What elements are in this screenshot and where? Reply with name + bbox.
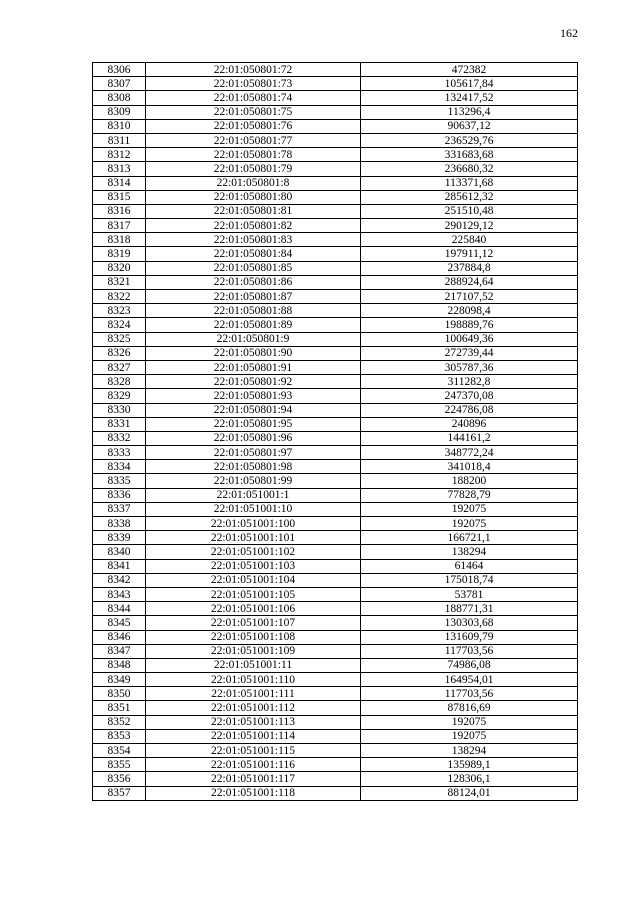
cadastral-value-cell: 61464	[361, 559, 578, 573]
cadastral-value-cell: 166721,1	[361, 531, 578, 545]
row-number-cell: 8335	[93, 474, 146, 488]
cadastral-value-cell: 188200	[361, 474, 578, 488]
table-row	[93, 545, 578, 559]
cadastral-number-cell: 22:01:051001:111	[146, 687, 361, 701]
cadastral-number-cell: 22:01:050801:85	[146, 261, 361, 275]
row-number-cell: 8310	[93, 119, 146, 133]
cadastral-number-cell: 22:01:050801:91	[146, 360, 361, 374]
row-number-cell: 8319	[93, 247, 146, 261]
cadastral-number-cell: 22:01:051001:1	[146, 488, 361, 502]
table-row	[93, 77, 578, 91]
cadastral-value-cell: 117703,56	[361, 687, 578, 701]
row-number-cell: 8337	[93, 502, 146, 516]
cadastral-value-cell: 225840	[361, 233, 578, 247]
cadastral-value-cell: 236680,32	[361, 162, 578, 176]
table-row	[93, 63, 578, 77]
cadastral-value-cell: 331683,68	[361, 148, 578, 162]
table-row	[93, 559, 578, 573]
table-row	[93, 360, 578, 374]
cadastral-value-cell: 472382	[361, 63, 578, 77]
table-row	[93, 502, 578, 516]
table-row	[93, 332, 578, 346]
row-number-cell: 8344	[93, 602, 146, 616]
cadastral-value-cell: 144161,2	[361, 431, 578, 445]
cadastral-value-cell: 217107,52	[361, 290, 578, 304]
cadastral-value-cell: 132417,52	[361, 91, 578, 105]
table-row	[93, 148, 578, 162]
cadastral-value-cell: 113371,68	[361, 176, 578, 190]
table-row	[93, 673, 578, 687]
table-row	[93, 687, 578, 701]
row-number-cell: 8308	[93, 91, 146, 105]
row-number-cell: 8313	[93, 162, 146, 176]
table-row	[93, 190, 578, 204]
row-number-cell: 8331	[93, 417, 146, 431]
row-number-cell: 8351	[93, 701, 146, 715]
table-row	[93, 786, 578, 800]
row-number-cell: 8309	[93, 105, 146, 119]
cadastral-value-cell: 237884,8	[361, 261, 578, 275]
table-body	[93, 63, 578, 801]
row-number-cell: 8334	[93, 460, 146, 474]
cadastral-value-cell: 290129,12	[361, 219, 578, 233]
table-row	[93, 431, 578, 445]
row-number-cell: 8354	[93, 744, 146, 758]
row-number-cell: 8349	[93, 673, 146, 687]
cadastral-number-cell: 22:01:051001:103	[146, 559, 361, 573]
cadastral-value-cell: 90637,12	[361, 119, 578, 133]
cadastral-value-cell: 188771,31	[361, 602, 578, 616]
cadastral-number-cell: 22:01:051001:106	[146, 602, 361, 616]
cadastral-value-cell: 100649,36	[361, 332, 578, 346]
row-number-cell: 8317	[93, 219, 146, 233]
cadastral-number-cell: 22:01:050801:90	[146, 346, 361, 360]
row-number-cell: 8333	[93, 446, 146, 460]
row-number-cell: 8343	[93, 587, 146, 601]
cadastral-value-cell: 251510,48	[361, 204, 578, 218]
table-row	[93, 233, 578, 247]
row-number-cell: 8311	[93, 133, 146, 147]
row-number-cell: 8332	[93, 431, 146, 445]
row-number-cell: 8315	[93, 190, 146, 204]
cadastral-value-cell: 305787,36	[361, 360, 578, 374]
table-row	[93, 176, 578, 190]
row-number-cell: 8307	[93, 77, 146, 91]
cadastral-value-cell: 74986,08	[361, 658, 578, 672]
cadastral-value-cell: 135989,1	[361, 758, 578, 772]
table-row	[93, 261, 578, 275]
cadastral-number-cell: 22:01:051001:107	[146, 616, 361, 630]
table-row	[93, 247, 578, 261]
page-number: 162	[560, 26, 578, 40]
row-number-cell: 8322	[93, 290, 146, 304]
table-row	[93, 219, 578, 233]
cadastral-value-cell: 311282,8	[361, 375, 578, 389]
row-number-cell: 8355	[93, 758, 146, 772]
row-number-cell: 8357	[93, 786, 146, 800]
table-row	[93, 630, 578, 644]
table-row	[93, 729, 578, 743]
row-number-cell: 8352	[93, 715, 146, 729]
cadastral-value-cell: 164954,01	[361, 673, 578, 687]
cadastral-value-cell: 348772,24	[361, 446, 578, 460]
table-row	[93, 389, 578, 403]
cadastral-value-cell: 192075	[361, 729, 578, 743]
cadastral-value-cell: 288924,64	[361, 275, 578, 289]
cadastral-number-cell: 22:01:051001:117	[146, 772, 361, 786]
cadastral-number-cell: 22:01:051001:108	[146, 630, 361, 644]
cadastral-number-cell: 22:01:050801:78	[146, 148, 361, 162]
cadastral-value-cell: 128306,1	[361, 772, 578, 786]
cadastral-value-cell: 285612,32	[361, 190, 578, 204]
cadastral-number-cell: 22:01:050801:89	[146, 318, 361, 332]
row-number-cell: 8324	[93, 318, 146, 332]
cadastral-number-cell: 22:01:051001:114	[146, 729, 361, 743]
table-row	[93, 290, 578, 304]
table-row	[93, 644, 578, 658]
cadastral-number-cell: 22:01:051001:109	[146, 644, 361, 658]
table-row	[93, 91, 578, 105]
cadastral-value-cell: 130303,68	[361, 616, 578, 630]
cadastral-number-cell: 22:01:050801:80	[146, 190, 361, 204]
cadastral-number-cell: 22:01:051001:116	[146, 758, 361, 772]
cadastral-number-cell: 22:01:051001:115	[146, 744, 361, 758]
cadastral-value-cell: 192075	[361, 502, 578, 516]
table-row	[93, 275, 578, 289]
row-number-cell: 8347	[93, 644, 146, 658]
cadastral-number-cell: 22:01:050801:93	[146, 389, 361, 403]
cadastral-value-cell: 247370,08	[361, 389, 578, 403]
row-number-cell: 8323	[93, 304, 146, 318]
cadastral-number-cell: 22:01:051001:100	[146, 517, 361, 531]
cadastral-number-cell: 22:01:051001:101	[146, 531, 361, 545]
cadastral-number-cell: 22:01:050801:76	[146, 119, 361, 133]
table-row	[93, 446, 578, 460]
cadastral-value-cell: 175018,74	[361, 573, 578, 587]
cadastral-number-cell: 22:01:050801:82	[146, 219, 361, 233]
table-row	[93, 204, 578, 218]
cadastral-number-cell: 22:01:050801:98	[146, 460, 361, 474]
cadastral-value-cell: 192075	[361, 517, 578, 531]
table-row	[93, 715, 578, 729]
cadastral-number-cell: 22:01:050801:74	[146, 91, 361, 105]
cadastral-number-cell: 22:01:051001:11	[146, 658, 361, 672]
row-number-cell: 8350	[93, 687, 146, 701]
table-row	[93, 772, 578, 786]
row-number-cell: 8340	[93, 545, 146, 559]
cadastral-value-cell: 236529,76	[361, 133, 578, 147]
cadastral-number-cell: 22:01:051001:105	[146, 587, 361, 601]
table-row	[93, 744, 578, 758]
row-number-cell: 8330	[93, 403, 146, 417]
cadastral-number-cell: 22:01:050801:73	[146, 77, 361, 91]
cadastral-number-cell: 22:01:050801:92	[146, 375, 361, 389]
cadastral-value-cell: 228098,4	[361, 304, 578, 318]
cadastral-value-cell: 224786,08	[361, 403, 578, 417]
cadastral-number-cell: 22:01:050801:84	[146, 247, 361, 261]
row-number-cell: 8325	[93, 332, 146, 346]
cadastral-number-cell: 22:01:050801:86	[146, 275, 361, 289]
cadastral-value-table	[92, 62, 578, 801]
table-row	[93, 587, 578, 601]
cadastral-value-cell: 105617,84	[361, 77, 578, 91]
row-number-cell: 8314	[93, 176, 146, 190]
table-row	[93, 105, 578, 119]
cadastral-value-cell: 77828,79	[361, 488, 578, 502]
cadastral-value-cell: 113296,4	[361, 105, 578, 119]
table-row	[93, 573, 578, 587]
table-row	[93, 474, 578, 488]
cadastral-number-cell: 22:01:050801:96	[146, 431, 361, 445]
table-row	[93, 417, 578, 431]
cadastral-number-cell: 22:01:050801:9	[146, 332, 361, 346]
cadastral-value-cell: 53781	[361, 587, 578, 601]
row-number-cell: 8348	[93, 658, 146, 672]
cadastral-value-cell: 88124,01	[361, 786, 578, 800]
row-number-cell: 8326	[93, 346, 146, 360]
table-row	[93, 375, 578, 389]
table-row	[93, 304, 578, 318]
row-number-cell: 8356	[93, 772, 146, 786]
cadastral-number-cell: 22:01:051001:10	[146, 502, 361, 516]
cadastral-value-cell: 131609,79	[361, 630, 578, 644]
row-number-cell: 8318	[93, 233, 146, 247]
cadastral-value-cell: 138294	[361, 744, 578, 758]
table-row	[93, 488, 578, 502]
row-number-cell: 8329	[93, 389, 146, 403]
row-number-cell: 8306	[93, 63, 146, 77]
table-row	[93, 616, 578, 630]
cadastral-number-cell: 22:01:051001:104	[146, 573, 361, 587]
table-row	[93, 162, 578, 176]
table-row	[93, 346, 578, 360]
cadastral-number-cell: 22:01:051001:110	[146, 673, 361, 687]
table-row	[93, 658, 578, 672]
row-number-cell: 8339	[93, 531, 146, 545]
cadastral-value-cell: 272739,44	[361, 346, 578, 360]
table-row	[93, 318, 578, 332]
table-row	[93, 701, 578, 715]
cadastral-number-cell: 22:01:050801:72	[146, 63, 361, 77]
cadastral-value-cell: 197911,12	[361, 247, 578, 261]
cadastral-value-cell: 341018,4	[361, 460, 578, 474]
table-row	[93, 403, 578, 417]
cadastral-number-cell: 22:01:050801:99	[146, 474, 361, 488]
row-number-cell: 8342	[93, 573, 146, 587]
cadastral-number-cell: 22:01:050801:75	[146, 105, 361, 119]
row-number-cell: 8327	[93, 360, 146, 374]
table-row	[93, 119, 578, 133]
cadastral-number-cell: 22:01:050801:8	[146, 176, 361, 190]
row-number-cell: 8312	[93, 148, 146, 162]
row-number-cell: 8316	[93, 204, 146, 218]
table-row	[93, 531, 578, 545]
cadastral-value-cell: 192075	[361, 715, 578, 729]
cadastral-number-cell: 22:01:050801:97	[146, 446, 361, 460]
table-row	[93, 133, 578, 147]
row-number-cell: 8321	[93, 275, 146, 289]
row-number-cell: 8346	[93, 630, 146, 644]
cadastral-number-cell: 22:01:050801:79	[146, 162, 361, 176]
cadastral-value-cell: 240896	[361, 417, 578, 431]
table-row	[93, 460, 578, 474]
row-number-cell: 8341	[93, 559, 146, 573]
table-row	[93, 517, 578, 531]
row-number-cell: 8320	[93, 261, 146, 275]
row-number-cell: 8336	[93, 488, 146, 502]
row-number-cell: 8328	[93, 375, 146, 389]
cadastral-number-cell: 22:01:050801:87	[146, 290, 361, 304]
cadastral-value-cell: 198889,76	[361, 318, 578, 332]
cadastral-number-cell: 22:01:050801:94	[146, 403, 361, 417]
row-number-cell: 8345	[93, 616, 146, 630]
cadastral-number-cell: 22:01:050801:88	[146, 304, 361, 318]
cadastral-number-cell: 22:01:050801:95	[146, 417, 361, 431]
cadastral-number-cell: 22:01:051001:113	[146, 715, 361, 729]
table-row	[93, 602, 578, 616]
row-number-cell: 8338	[93, 517, 146, 531]
cadastral-number-cell: 22:01:050801:83	[146, 233, 361, 247]
row-number-cell: 8353	[93, 729, 146, 743]
cadastral-number-cell: 22:01:051001:102	[146, 545, 361, 559]
cadastral-value-cell: 87816,69	[361, 701, 578, 715]
cadastral-value-cell: 138294	[361, 545, 578, 559]
cadastral-number-cell: 22:01:051001:112	[146, 701, 361, 715]
table-row	[93, 758, 578, 772]
cadastral-number-cell: 22:01:050801:81	[146, 204, 361, 218]
cadastral-value-cell: 117703,56	[361, 644, 578, 658]
cadastral-number-cell: 22:01:050801:77	[146, 133, 361, 147]
cadastral-number-cell: 22:01:051001:118	[146, 786, 361, 800]
